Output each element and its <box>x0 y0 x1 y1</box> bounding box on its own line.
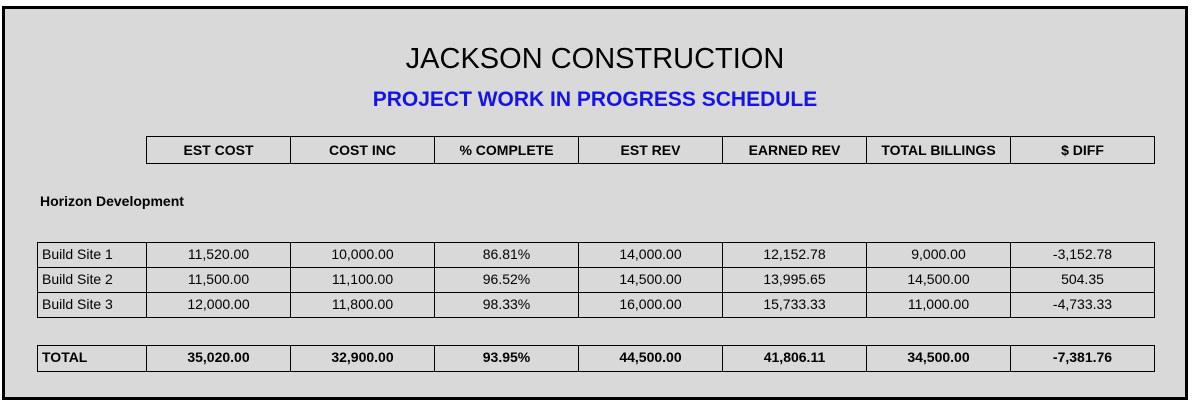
table-cell: 12,000.00 <box>187 296 250 312</box>
column-header: $ DIFF <box>1061 142 1104 158</box>
header-col-divider <box>1154 136 1155 164</box>
table-cell: 14,500.00 <box>907 271 970 287</box>
column-header: EARNED REV <box>748 142 841 158</box>
table-cell: 11,800.00 <box>331 296 394 312</box>
col-divider <box>434 242 435 318</box>
total-cell: 44,500.00 <box>619 349 682 365</box>
col-divider <box>866 242 867 318</box>
row-border <box>37 317 1155 318</box>
table-cell: 86.81% <box>482 246 531 262</box>
col-divider <box>578 242 579 318</box>
col-divider <box>290 242 291 318</box>
table-cell: 11,520.00 <box>187 246 250 262</box>
table-cell: 14,000.00 <box>619 246 682 262</box>
table-cell: 9,000.00 <box>911 246 966 262</box>
table-cell: 16,000.00 <box>619 296 682 312</box>
table-cell: 15,733.33 <box>763 296 826 312</box>
row-label: Build Site 3 <box>42 296 113 312</box>
total-border-bottom <box>37 371 1155 372</box>
row-label: Build Site 2 <box>42 271 113 287</box>
company-title: JACKSON CONSTRUCTION <box>405 43 785 75</box>
table-border-left <box>37 242 38 318</box>
group-name: Horizon Development <box>40 193 184 209</box>
table-cell: 13,995.65 <box>763 271 826 287</box>
column-header: COST INC <box>329 142 396 158</box>
table-cell: -4,733.33 <box>1052 296 1113 312</box>
col-divider <box>722 242 723 318</box>
column-header: EST REV <box>620 142 681 158</box>
row-label: Build Site 1 <box>42 246 113 262</box>
table-cell: 14,500.00 <box>619 271 682 287</box>
total-cell: 34,500.00 <box>907 349 970 365</box>
col-divider <box>1154 242 1155 318</box>
total-cell: 93.95% <box>482 349 531 365</box>
table-cell: -3,152.78 <box>1052 246 1113 262</box>
total-cell: 41,806.11 <box>763 349 826 365</box>
column-header: % COMPLETE <box>459 142 554 158</box>
column-header: EST COST <box>183 142 254 158</box>
table-cell: 11,000.00 <box>907 296 970 312</box>
report-subtitle: PROJECT WORK IN PROGRESS SCHEDULE <box>372 88 818 111</box>
column-header: TOTAL BILLINGS <box>881 142 996 158</box>
header-border-bottom <box>146 163 1155 164</box>
table-cell: 12,152.78 <box>763 246 826 262</box>
total-col-divider <box>1154 345 1155 372</box>
total-cell: -7,381.76 <box>1052 349 1113 365</box>
total-label: TOTAL <box>42 349 88 365</box>
table-cell: 11,500.00 <box>187 271 250 287</box>
table-cell: 504.35 <box>1061 271 1104 287</box>
table-cell: 98.33% <box>482 296 531 312</box>
total-cell: 32,900.00 <box>331 349 394 365</box>
table-cell: 11,100.00 <box>331 271 394 287</box>
table-cell: 96.52% <box>482 271 531 287</box>
col-divider <box>146 242 147 318</box>
table-cell: 10,000.00 <box>331 246 394 262</box>
total-cell: 35,020.00 <box>187 349 250 365</box>
col-divider <box>1010 242 1011 318</box>
